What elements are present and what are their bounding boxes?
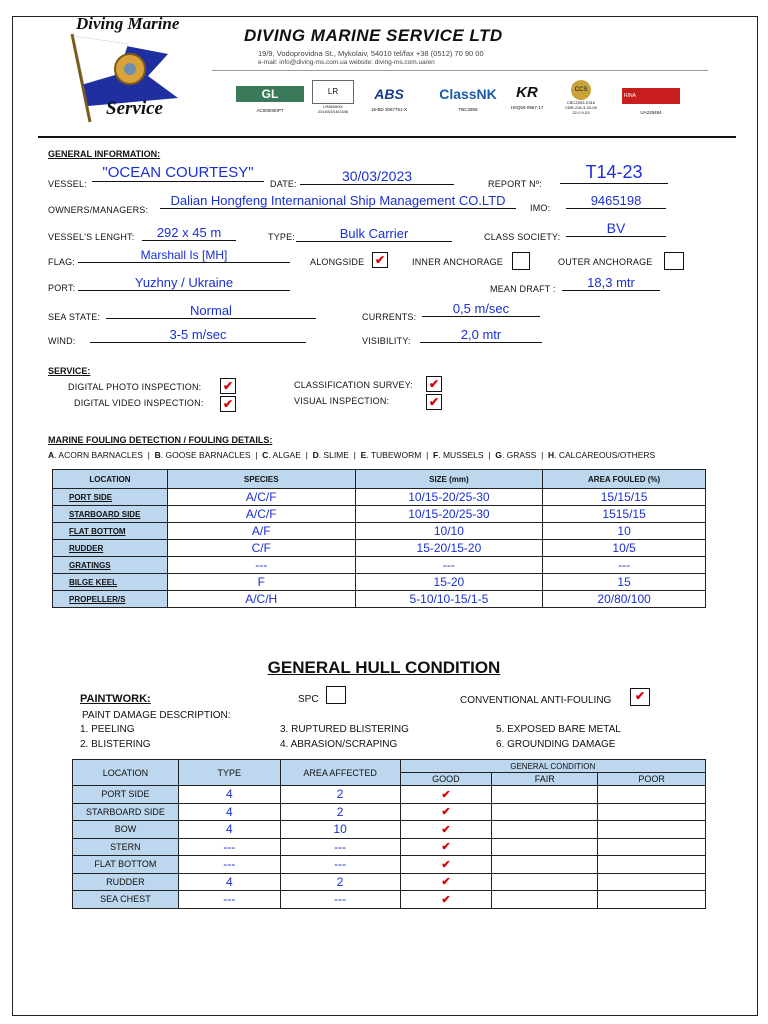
class-survey-label: CLASSIFICATION SURVEY:: [294, 380, 414, 390]
sea-state-label: SEA STATE:: [48, 312, 101, 322]
header-rule: [38, 136, 736, 138]
table-row: [73, 786, 706, 804]
table-cell: 10: [543, 523, 706, 540]
table-cell: ---: [280, 838, 400, 856]
table-cell: BOW: [73, 821, 179, 839]
table-cell: [492, 786, 598, 804]
check-icon: ✔: [222, 397, 234, 411]
check-icon: ✔: [222, 379, 234, 393]
check-icon: ✔: [374, 253, 386, 267]
table-cell: 15-20/15-20: [355, 540, 543, 557]
legend-text: . MUSSELS: [438, 450, 484, 460]
damage-4: 4. ABRASION/SCRAPING: [280, 739, 398, 750]
type-label: TYPE:: [268, 232, 296, 242]
header-area-affected: AREA AFFECTED: [280, 760, 400, 786]
table-cell: [492, 803, 598, 821]
header-poor: POOR: [598, 773, 706, 786]
sea-state-value: Normal: [106, 303, 316, 319]
vessel-label: VESSEL:: [48, 179, 87, 189]
conventional-checkbox[interactable]: [630, 688, 650, 706]
header-fair: FAIR: [492, 773, 598, 786]
table-cell: GRATINGS: [53, 557, 168, 574]
table-cell: PROPELLER/S: [53, 591, 168, 608]
photo-inspection-label: DIGITAL PHOTO INSPECTION:: [68, 382, 202, 392]
table-row: [53, 557, 706, 574]
table-cell: A/C/H: [167, 591, 355, 608]
alongside-checkbox[interactable]: [372, 252, 388, 268]
table-cell: 20/80/100: [543, 591, 706, 608]
table-row: [73, 838, 706, 856]
table-cell: [492, 821, 598, 839]
cert-gl: GL AC000000PT: [236, 86, 304, 113]
vessel-value: "OCEAN COURTESY": [92, 164, 264, 182]
damage-description-label: PAINT DAMAGE DESCRIPTION:: [82, 710, 231, 721]
table-cell: A/C/F: [167, 489, 355, 506]
legend-text: . TUBEWORM: [366, 450, 422, 460]
table-cell: FLAT BOTTOM: [73, 856, 179, 874]
draft-label: MEAN DRAFT :: [490, 284, 556, 294]
header-location: LOCATION: [53, 470, 168, 489]
hull-condition-table: [72, 759, 706, 909]
cert-classnk: ClassNK TBC2858: [439, 86, 497, 112]
imo-value: 9465198: [566, 193, 666, 209]
class-label: CLASS SOCIETY:: [484, 232, 561, 242]
table-cell: 2: [280, 803, 400, 821]
table-cell: 15: [543, 574, 706, 591]
legend-text: F: [433, 450, 439, 460]
visibility-label: VISIBILITY:: [362, 336, 411, 346]
legend-text: E: [360, 450, 367, 460]
logo-text-bottom: Service: [106, 98, 163, 119]
good-check-icon: ✔: [400, 786, 492, 804]
logo-text-top: Diving Marine: [76, 14, 180, 33]
legend-text: . GOOSE BARNACLES: [160, 450, 251, 460]
table-cell: SEA CHEST: [73, 891, 179, 909]
header-species: SPECIES: [167, 470, 355, 489]
table-cell: 4: [178, 786, 280, 804]
table-cell: ---: [178, 838, 280, 856]
table-cell: [598, 856, 706, 874]
legend-text: H: [548, 450, 555, 460]
outer-anchorage-checkbox[interactable]: [664, 252, 684, 270]
cert-rina: RINA UA228484: [622, 88, 680, 115]
table-cell: C/F: [167, 540, 355, 557]
table-row: [53, 506, 706, 523]
table-cell: [598, 873, 706, 891]
visual-inspection-checkbox[interactable]: [426, 394, 442, 410]
table-cell: ---: [280, 856, 400, 874]
fouling-title: MARINE FOULING DETECTION / FOULING DETAILS:: [48, 435, 273, 445]
legend-text: . CALCAREOUS/OTHERS: [554, 450, 656, 460]
damage-1: 1. PEELING: [80, 724, 135, 735]
table-row: [53, 574, 706, 591]
header-size: SIZE (mm): [355, 470, 543, 489]
table-cell: [598, 786, 706, 804]
legend-text: D: [312, 450, 319, 460]
video-inspection-checkbox[interactable]: [220, 396, 236, 412]
table-cell: ---: [543, 557, 706, 574]
table-row: [73, 821, 706, 839]
spc-label: SPC: [298, 694, 319, 705]
damage-2: 2. BLISTERING: [80, 739, 151, 750]
fouling-table: [52, 469, 706, 608]
conventional-label: CONVENTIONAL ANTI-FOULING: [460, 695, 612, 706]
video-inspection-label: DIGITAL VIDEO INSPECTION:: [74, 398, 204, 408]
good-check-icon: ✔: [400, 856, 492, 874]
table-cell: 4: [178, 873, 280, 891]
table-cell: 15/15/15: [543, 489, 706, 506]
legend-text: . GRASS: [501, 450, 537, 460]
table-cell: [598, 891, 706, 909]
table-cell: 5-10/10-15/1-5: [355, 591, 543, 608]
legend-text: C: [262, 450, 269, 460]
hull-title: GENERAL HULL CONDITION: [267, 658, 501, 677]
service-title: SERVICE:: [48, 366, 91, 376]
table-row: [73, 856, 706, 874]
damage-6: 6. GROUNDING DAMAGE: [496, 739, 616, 750]
damage-3: 3. RUPTURED BLISTERING: [280, 724, 409, 735]
spc-checkbox[interactable]: [326, 686, 346, 704]
legend-text: A: [48, 450, 55, 460]
check-icon: ✔: [634, 689, 646, 703]
type-value: Bulk Carrier: [296, 226, 452, 242]
table-cell: 10/15-20/25-30: [355, 489, 543, 506]
table-cell: STARBOARD SIDE: [73, 803, 179, 821]
table-cell: A/F: [167, 523, 355, 540]
cert-ccs: CCS CBCZ053-S316 CBR-226-3-33-09 22-0 9-03: [562, 80, 600, 115]
photo-inspection-checkbox[interactable]: [220, 378, 236, 394]
wind-label: WIND:: [48, 336, 76, 346]
legend-text: . ACORN BARNACLES: [54, 450, 143, 460]
table-cell: ---: [178, 856, 280, 874]
legend-text: . SLIME: [318, 450, 349, 460]
table-row: [73, 873, 706, 891]
header-location: LOCATION: [73, 760, 179, 786]
table-cell: STARBOARD SIDE: [53, 506, 168, 523]
date-value: 30/03/2023: [300, 168, 454, 185]
table-cell: 10/5: [543, 540, 706, 557]
table-cell: [492, 873, 598, 891]
flag-value: Marshall Is [MH]: [78, 248, 290, 263]
owners-value: Dalian Hongfeng Internanional Ship Management CO.LTD: [160, 193, 516, 209]
paintwork-label: PAINTWORK:: [80, 693, 151, 705]
legend-text: B: [154, 450, 161, 460]
class-survey-checkbox[interactable]: [426, 376, 442, 392]
table-cell: 10/10: [355, 523, 543, 540]
table-cell: [492, 891, 598, 909]
fouling-header-row: [53, 470, 706, 489]
legend-text: . ALGAE: [268, 450, 301, 460]
general-info-title: GENERAL INFORMATION:: [48, 149, 161, 159]
table-row: [53, 523, 706, 540]
table-row: [73, 803, 706, 821]
visibility-value: 2,0 mtr: [420, 327, 542, 343]
table-cell: [492, 838, 598, 856]
table-cell: A/C/F: [167, 506, 355, 523]
owners-label: OWNERS/MANAGERS:: [48, 205, 149, 215]
table-cell: FLAT BOTTOM: [53, 523, 168, 540]
table-cell: F: [167, 574, 355, 591]
header-divider: [212, 70, 708, 71]
inner-anchorage-checkbox[interactable]: [512, 252, 530, 270]
header-type: TYPE: [178, 760, 280, 786]
cert-lr: LR LR860000/ 2016/03/16/1346: [312, 80, 354, 114]
table-cell: 2: [280, 873, 400, 891]
table-cell: [598, 803, 706, 821]
good-check-icon: ✔: [400, 838, 492, 856]
imo-label: IMO:: [530, 203, 551, 213]
class-value: BV: [566, 220, 666, 237]
length-label: VESSEL'S LENGHT:: [48, 232, 135, 242]
currents-label: CURRENTS:: [362, 312, 417, 322]
report-value: T14-23: [560, 162, 668, 184]
good-check-icon: ✔: [400, 821, 492, 839]
table-cell: [598, 838, 706, 856]
inner-anchorage-label: INNER ANCHORAGE: [412, 257, 504, 267]
visual-inspection-label: VISUAL INSPECTION:: [294, 396, 390, 406]
table-cell: 4: [178, 821, 280, 839]
table-cell: PORT SIDE: [73, 786, 179, 804]
table-cell: BILGE KEEL: [53, 574, 168, 591]
good-check-icon: ✔: [400, 873, 492, 891]
table-cell: 10/15-20/25-30: [355, 506, 543, 523]
table-cell: ---: [178, 891, 280, 909]
good-check-icon: ✔: [400, 891, 492, 909]
port-label: PORT:: [48, 283, 76, 293]
table-row: [53, 591, 706, 608]
table-cell: 1515/15: [543, 506, 706, 523]
table-cell: [598, 821, 706, 839]
table-row: [53, 489, 706, 506]
draft-value: 18,3 mtr: [562, 275, 660, 291]
length-value: 292 x 45 m: [142, 225, 236, 241]
report-label: REPORT Nº:: [488, 179, 542, 189]
table-cell: [492, 856, 598, 874]
wind-value: 3-5 m/sec: [90, 327, 306, 343]
company-address: 19/9, Vodoprovidna St., Mykolaiv, 54010 tel/fax +38 (0512) 70 90 00: [258, 49, 484, 58]
table-cell: 15-20: [355, 574, 543, 591]
table-cell: STERN: [73, 838, 179, 856]
check-icon: ✔: [428, 395, 440, 409]
table-cell: RUDDER: [73, 873, 179, 891]
header-good: GOOD: [400, 773, 492, 786]
currents-value: 0,5 m/sec: [422, 301, 540, 317]
table-cell: PORT SIDE: [53, 489, 168, 506]
table-cell: ---: [280, 891, 400, 909]
outer-anchorage-label: OUTER ANCHORAGE: [558, 257, 653, 267]
company-contacts: e-mail: info@diving-ms.com.ua website: diving-ms.com.ua/en: [258, 59, 435, 66]
table-cell: RUDDER: [53, 540, 168, 557]
legend-text: G: [495, 450, 502, 460]
check-icon: ✔: [428, 377, 440, 391]
table-cell: 10: [280, 821, 400, 839]
flag-label: FLAG:: [48, 257, 76, 267]
alongside-label: ALONGSIDE: [310, 257, 365, 267]
fouling-legend: A. ACORN BARNACLES | B. GOOSE BARNACLES | C. ALGAE | D. SLIME | E. TUBEWORM | F. MUSSELS | G. GRASS | H. CALCAREOUS/OTHERS: [48, 450, 656, 460]
header-area-fouled: AREA FOULED (%): [543, 470, 706, 489]
cert-abs: ABS 16-BD 3067761-X: [370, 86, 408, 112]
table-cell: 2: [280, 786, 400, 804]
port-value: Yuzhny / Ukraine: [78, 275, 290, 291]
table-cell: 4: [178, 803, 280, 821]
company-logo: [58, 14, 208, 126]
table-row: [53, 540, 706, 557]
date-label: DATE:: [270, 179, 297, 189]
damage-5: 5. EXPOSED BARE METAL: [496, 724, 621, 735]
company-name: DIVING MARINE SERVICE LTD: [244, 26, 503, 45]
good-check-icon: ✔: [400, 803, 492, 821]
cert-kr: KR HSQ50-0967-17: [510, 84, 544, 110]
table-row: [73, 891, 706, 909]
table-cell: ---: [355, 557, 543, 574]
table-cell: ---: [167, 557, 355, 574]
header-general-condition: GENERAL CONDITION: [400, 760, 705, 773]
